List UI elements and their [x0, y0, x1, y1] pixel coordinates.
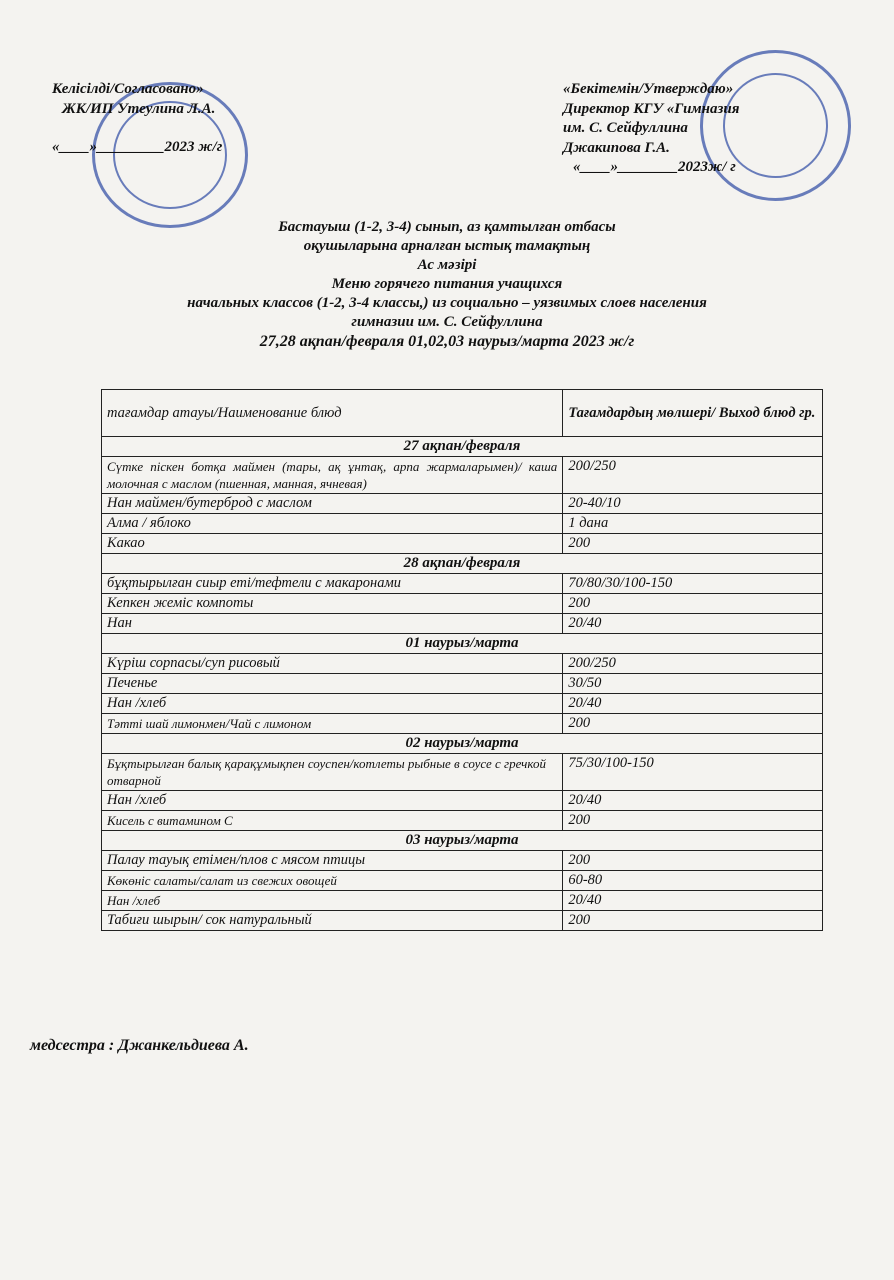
table-row	[102, 594, 823, 614]
day-header	[102, 437, 823, 457]
title-line4: Меню горячего питания учащихся	[331, 276, 563, 292]
dish-name: Табиғи шырын/ сок натуральный	[102, 911, 563, 931]
approval-block-left	[52, 80, 352, 158]
dish-yield: 60-80	[563, 871, 823, 891]
dish-name: Бұқтырылған балық қарақұмықпен соуспен/котлеты рыбные в соусе с гречкой отварной	[102, 754, 563, 791]
dish-yield: 20/40	[563, 891, 823, 911]
title-line2: оқушыларына арналған ыстық тамақтың	[303, 238, 591, 254]
approval-right-line2: Директор КГУ «Гимназия	[563, 100, 740, 117]
dish-name: бұқтырылған сиыр еті/тефтели с макаронами	[102, 574, 563, 594]
day-header	[102, 831, 823, 851]
dish-name: Нан	[102, 614, 563, 634]
dish-name: Нан /хлеб	[102, 891, 563, 911]
table-row	[102, 457, 823, 494]
dish-yield: 75/30/100-150	[563, 754, 823, 791]
day-header	[102, 734, 823, 754]
header-yield: Тағамдардың мөлшері/ Выход блюд гр.	[563, 390, 823, 437]
dish-yield: 200/250	[563, 654, 823, 674]
day-label: 03 наурыз/марта	[102, 831, 823, 851]
dish-name: Нан /хлеб	[102, 791, 563, 811]
approval-left-line2: ЖК/ИП Утеулина Л.А.	[62, 100, 216, 117]
table-row	[102, 891, 823, 911]
dish-name: Нан маймен/бутерброд с маслом	[102, 494, 563, 514]
table-row	[102, 534, 823, 554]
day-label: 02 наурыз/марта	[102, 734, 823, 754]
approval-left-date: «____»_________2023 ж/г	[52, 139, 223, 155]
day-label: 28 ақпан/февраля	[102, 554, 823, 574]
dish-name: Какао	[102, 534, 563, 554]
dish-yield: 200	[563, 851, 823, 871]
dish-yield: 200/250	[563, 457, 823, 494]
table-row	[102, 754, 823, 791]
dish-name: Алма / яблоко	[102, 514, 563, 534]
table-row	[102, 514, 823, 534]
dish-name: Көкөніс салаты/салат из свежих овощей	[102, 871, 563, 891]
approval-right-date: «____»________2023ж/ г	[573, 159, 736, 175]
title-line1: Бастауыш (1-2, 3-4) сынып, аз қамтылған отбасы	[278, 219, 616, 235]
dish-yield: 70/80/30/100-150	[563, 574, 823, 594]
title-line6: гимназии им. С. Сейфуллина	[351, 314, 543, 330]
table-row	[102, 614, 823, 634]
table-row	[102, 714, 823, 734]
approval-right-line4: Джакипова Г.А.	[563, 139, 670, 156]
title-line5: начальных классов (1-2, 3-4 классы,) из социально – уязвимых слоев населения	[187, 295, 707, 311]
table-row	[102, 674, 823, 694]
dish-yield: 20/40	[563, 694, 823, 714]
dish-name: Тәтті шай лимонмен/Чай с лимоном	[102, 714, 563, 734]
dish-yield: 200	[563, 714, 823, 734]
approval-left-line1: Келісілді/Согласовано»	[52, 81, 204, 97]
day-header	[102, 554, 823, 574]
menu-table	[101, 389, 823, 931]
table-header-row	[102, 390, 823, 437]
dish-name: Сүтке піскен ботқа маймен (тары, ақ ұнтақ, арпа жармаларымен)/ каша молочная с маслом (пшенная, манная, ячневая)	[102, 457, 563, 494]
table-row	[102, 911, 823, 931]
dish-name: Печенье	[102, 674, 563, 694]
table-row	[102, 494, 823, 514]
approval-right-line1: «Бекітемін/Утверждаю»	[563, 81, 734, 97]
document-title	[0, 218, 894, 351]
table-row	[102, 811, 823, 831]
day-header	[102, 634, 823, 654]
dish-yield: 200	[563, 911, 823, 931]
day-label: 01 наурыз/марта	[102, 634, 823, 654]
table-row	[102, 574, 823, 594]
dish-name: Палау тауық етімен/плов с мясом птицы	[102, 851, 563, 871]
table-row	[102, 654, 823, 674]
day-label: 27 ақпан/февраля	[102, 437, 823, 457]
dish-yield: 1 дана	[563, 514, 823, 534]
table-row	[102, 851, 823, 871]
dish-name: Нан /хлеб	[102, 694, 563, 714]
title-line3: Ас мәзірі	[417, 257, 477, 273]
table-row	[102, 871, 823, 891]
dish-yield: 200	[563, 811, 823, 831]
dish-yield: 20/40	[563, 614, 823, 634]
dish-yield: 20-40/10	[563, 494, 823, 514]
nurse-signature-line: медсестра : Джанкельдиева А.	[30, 1037, 249, 1054]
dish-name: Күріш сорпасы/суп рисовый	[102, 654, 563, 674]
dish-yield: 200	[563, 534, 823, 554]
title-dates: 27,28 ақпан/февраля 01,02,03 наурыз/марта 2023 ж/г	[259, 333, 635, 350]
table-row	[102, 694, 823, 714]
dish-name: Кепкен жеміс компоты	[102, 594, 563, 614]
approval-block-right	[563, 80, 863, 178]
dish-yield: 20/40	[563, 791, 823, 811]
dish-yield: 200	[563, 594, 823, 614]
dish-name: Кисель с витамином С	[102, 811, 563, 831]
header-dish-name: тағамдар атауы/Наименование блюд	[102, 390, 563, 437]
dish-yield: 30/50	[563, 674, 823, 694]
approval-right-line3: им. С. Сейфуллина	[563, 120, 688, 136]
table-row	[102, 791, 823, 811]
